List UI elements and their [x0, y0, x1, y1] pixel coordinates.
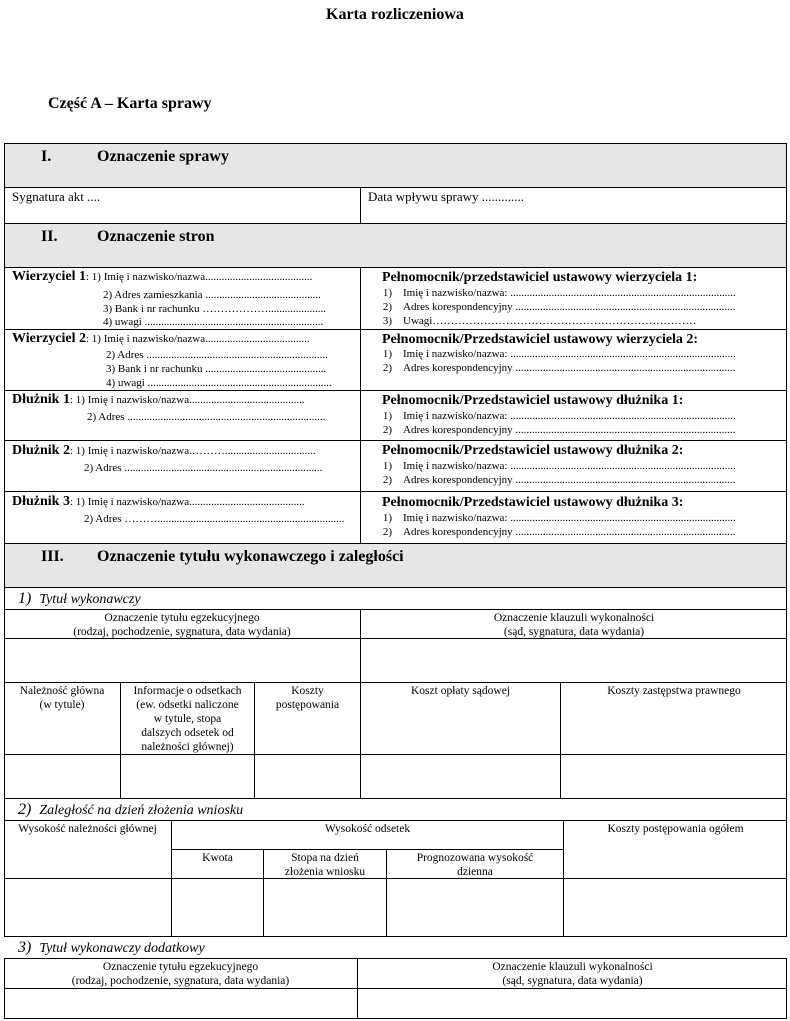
- koszty-zastepstwa-prawnego-header: Koszty zastępstwa prawnego: [607, 685, 741, 697]
- pelnomocnik-w1-item-2[interactable]: 2) Adres korespondencyjny ................................................................................: [382, 301, 736, 313]
- wierzyciel-1-line-2[interactable]: 2) Adres zamieszkania ..........................................: [103, 289, 321, 301]
- pelnomocnik-d1-item-2[interactable]: 2) Adres korespondencyjny ................................................................................: [382, 424, 736, 436]
- section-1-header: [4, 143, 787, 188]
- section-3-title: Oznaczenie tytułu wykonawczego i zaległości: [97, 548, 404, 565]
- naleznosc-glowna-header: Należność główna (w tytule): [19, 685, 105, 711]
- dluznik-3-line-1[interactable]: Dłużnik 3: 1) Imię i nazwisko/nazwa..........................................: [12, 495, 305, 509]
- pelnomocnik-dluznika-1-title: Pełnomocnik/Przedstawiciel ustawowy dłużnika 1:: [382, 393, 684, 408]
- pelnomocnik-w1-item-3[interactable]: 3) Uwagi………………………………………………………………: [382, 315, 697, 327]
- koszty-postepowania-ogolem-header: Koszty postępowania ogółem: [607, 823, 744, 835]
- wierzyciel-2-line-1[interactable]: Wierzyciel 2: 1) Imię i nazwisko/nazwa......................................: [12, 332, 310, 346]
- wierzyciel-2-line-4[interactable]: 4) uwagi ...................................................................: [106, 377, 332, 389]
- pelnomocnik-dluznika-3-title: Pełnomocnik/Przedstawiciel ustawowy dłużnika 3:: [382, 495, 684, 510]
- section-1-number: I.: [41, 148, 52, 165]
- section-3-number: III.: [41, 548, 64, 565]
- wierzyciel-2-line-2[interactable]: 2) Adres ..................................................................: [106, 349, 328, 361]
- stopa-cell[interactable]: [264, 879, 386, 936]
- informacje-o-odsetkach-header: Informacje o odsetkach (ew. odsetki naliczone w tytule, stopa dalszych odsetek od należności głównej): [133, 685, 242, 753]
- dluznik-3-line-2[interactable]: 2) Adres ………....................................................................: [84, 513, 345, 525]
- koszt-oplaty-sadowej-header: Koszt opłaty sądowej: [410, 685, 510, 697]
- dluznik-1-label: Dłużnik 1: [12, 393, 70, 407]
- dluznik-1-line-1[interactable]: Dłużnik 1: 1) Imię i nazwisko/nazwa..........................................: [12, 393, 305, 407]
- koszty-zastepstwa-cell[interactable]: [561, 755, 786, 798]
- tytul-dodatkowy-egzekucyjny-cell[interactable]: [5, 989, 357, 1018]
- section-2-title: Oznaczenie stron: [97, 228, 215, 245]
- wierzyciel-1-line-3[interactable]: 3) Bank i nr rachunku ……………….....................: [103, 303, 327, 315]
- tytul-dodatkowy-klauzula-cell[interactable]: [358, 989, 786, 1018]
- naleznosc-glowna-cell[interactable]: [5, 755, 120, 798]
- dluznik-2-line-2[interactable]: 2) Adres ........................................................................: [84, 462, 323, 474]
- prognozowana-cell[interactable]: [387, 879, 563, 936]
- pelnomocnik-d2-item-2[interactable]: 2) Adres korespondencyjny ................................................................................: [382, 474, 736, 486]
- tytul-egzekucyjny-cell[interactable]: [5, 639, 360, 682]
- wierzyciel-2-line-3[interactable]: 3) Bank i nr rachunku ............................................: [106, 363, 327, 375]
- dluznik-1-line-2[interactable]: 2) Adres ........................................................................: [87, 411, 326, 423]
- prognozowana-header: Prognozowana wysokość dzienna: [416, 852, 534, 878]
- document-title: Karta rozliczeniowa: [326, 6, 464, 23]
- sygnatura-akt-field[interactable]: Sygnatura akt ....: [12, 189, 101, 204]
- dluznik-2-line-1[interactable]: Dłużnik 2: 1) Imię i nazwisko/nazwa.……….................................: [12, 444, 316, 458]
- koszt-oplaty-sadowej-cell[interactable]: [361, 755, 560, 798]
- informacje-o-odsetkach-cell[interactable]: [121, 755, 254, 798]
- tytul-dodatkowy-klauzula-header: Oznaczenie klauzuli wykonalności (sąd, sygnatura, data wydania): [492, 961, 653, 987]
- wierzyciel-2-label: Wierzyciel 2: [12, 332, 86, 346]
- subsection-2-label: 2) Zaległość na dzień złożenia wniosku: [18, 801, 244, 818]
- section-3-header: [4, 543, 787, 588]
- pelnomocnik-wierzyciela-1-title: Pełnomocnik/przedstawiciel ustawowy wierzyciela 1:: [382, 270, 698, 285]
- tytul-egzekucyjny-header: Oznaczenie tytułu egzekucyjnego (rodzaj, pochodzenie, sygnatura, data wydania): [73, 612, 291, 638]
- pelnomocnik-wierzyciela-2-title: Pełnomocnik/Przedstawiciel ustawowy wierzyciela 2:: [382, 332, 699, 347]
- pelnomocnik-w2-item-1[interactable]: 1) Imię i nazwisko/nazwa: ..................................................................................: [382, 348, 736, 360]
- pelnomocnik-d2-item-1[interactable]: 1) Imię i nazwisko/nazwa: ..................................................................................: [382, 460, 736, 472]
- klauzula-wykonalnosci-cell[interactable]: [361, 639, 786, 682]
- koszty-postepowania-header: Koszty postępowania: [275, 685, 340, 711]
- pelnomocnik-d1-item-1[interactable]: 1) Imię i nazwisko/nazwa: ..................................................................................: [382, 410, 736, 422]
- dluznik-3-label: Dłużnik 3: [12, 495, 70, 509]
- wysokosc-naleznosci-cell[interactable]: [5, 879, 171, 936]
- data-wplywu-field[interactable]: Data wpływu sprawy .............: [368, 189, 524, 204]
- koszty-ogolem-cell[interactable]: [564, 879, 786, 936]
- pelnomocnik-dluznika-2-title: Pełnomocnik/Przedstawiciel ustawowy dłużnika 2:: [382, 443, 684, 458]
- section-2-number: II.: [41, 228, 58, 245]
- klauzula-wykonalnosci-header: Oznaczenie klauzuli wykonalności (sąd, sygnatura, data wydania): [493, 612, 655, 638]
- pelnomocnik-d3-item-1[interactable]: 1) Imię i nazwisko/nazwa: ..................................................................................: [382, 512, 736, 524]
- pelnomocnik-w1-item-1[interactable]: 1) Imię i nazwisko/nazwa: ..................................................................................: [382, 287, 736, 299]
- stopa-header: Stopa na dzień złożenia wniosku: [284, 852, 366, 878]
- tytul-dodatkowy-egzekucyjny-header: Oznaczenie tytułu egzekucyjnego (rodzaj, pochodzenie, sygnatura, data wydania): [71, 961, 290, 987]
- wierzyciel-1-label: Wierzyciel 1: [12, 270, 86, 284]
- pelnomocnik-w2-item-2[interactable]: 2) Adres korespondencyjny ................................................................................: [382, 362, 736, 374]
- wierzyciel-1-line-1[interactable]: Wierzyciel 1: 1) Imię i nazwisko/nazwa.......................................: [12, 270, 313, 284]
- wysokosc-naleznosci-header: Wysokość należności głównej: [18, 823, 157, 835]
- wierzyciel-1-line-4[interactable]: 4) uwagi .................................................................: [103, 316, 324, 328]
- koszty-postepowania-cell[interactable]: [255, 755, 360, 798]
- part-title: Część A – Karta sprawy: [48, 95, 212, 112]
- subsection-3-label: 3) Tytuł wykonawczy dodatkowy: [18, 939, 205, 956]
- section-1-title: Oznaczenie sprawy: [97, 148, 229, 165]
- pelnomocnik-d3-item-2[interactable]: 2) Adres korespondencyjny ................................................................................: [382, 526, 736, 538]
- kwota-header: Kwota: [202, 852, 233, 864]
- wysokosc-odsetek-header: Wysokość odsetek: [324, 823, 411, 835]
- subsection-1-label: 1) Tytuł wykonawczy: [18, 590, 141, 607]
- kwota-cell[interactable]: [172, 879, 263, 936]
- section-2-header: [4, 223, 787, 268]
- dluznik-2-label: Dłużnik 2: [12, 444, 70, 458]
